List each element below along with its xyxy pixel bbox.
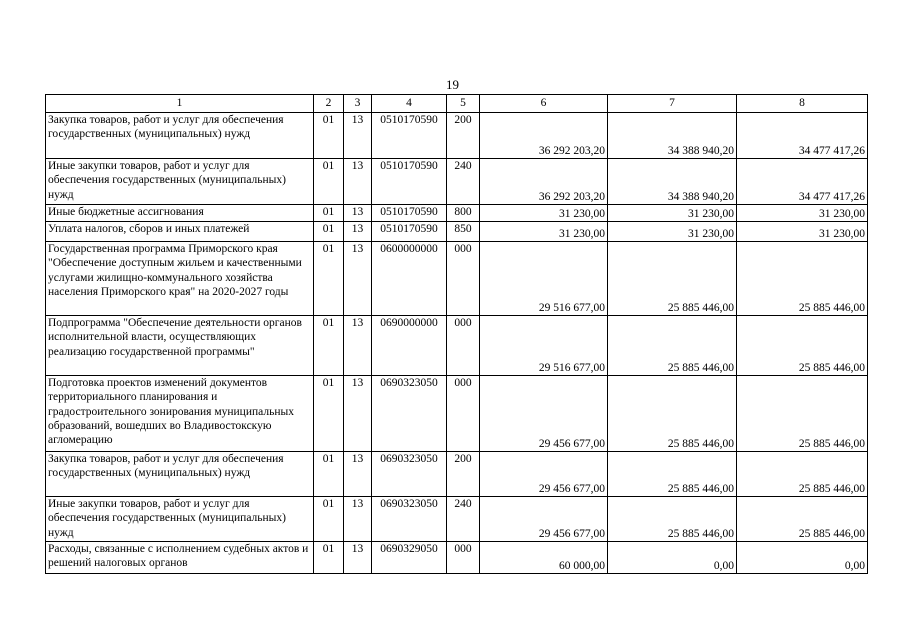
amount-col-8: 25 885 446,00: [737, 452, 868, 497]
amount-col-6: 36 292 203,20: [480, 159, 608, 205]
budget-table: [45, 94, 868, 574]
expense-type-code: 240: [447, 159, 480, 205]
subsection-code: 13: [344, 497, 372, 542]
section-code: 01: [314, 113, 344, 159]
amount-col-6: 29 516 677,00: [480, 242, 608, 316]
amount-col-6: 29 516 677,00: [480, 316, 608, 376]
page-number: 19: [446, 77, 459, 92]
section-code: 01: [314, 159, 344, 205]
expense-type-code: 000: [447, 376, 480, 452]
expense-type-code: 000: [447, 542, 480, 574]
row-description: Иные закупки товаров, работ и услуг для обеспечения государственных (муниципальных) нужд: [46, 497, 314, 542]
table-row: [46, 113, 868, 159]
column-header: 8: [737, 95, 868, 113]
section-code: 01: [314, 242, 344, 316]
target-item-code: 0690323050: [372, 452, 447, 497]
section-code: 01: [314, 316, 344, 376]
amount-col-7: 31 230,00: [608, 222, 737, 242]
amount-col-8: 0,00: [737, 542, 868, 574]
section-code: 01: [314, 222, 344, 242]
section-code: 01: [314, 542, 344, 574]
table-row: [46, 159, 868, 205]
target-item-code: 0510170590: [372, 222, 447, 242]
column-header: 7: [608, 95, 737, 113]
amount-col-8: 34 477 417,26: [737, 113, 868, 159]
table-row: [46, 205, 868, 222]
subsection-code: 13: [344, 205, 372, 222]
subsection-code: 13: [344, 376, 372, 452]
column-header: 5: [447, 95, 480, 113]
target-item-code: 0690323050: [372, 376, 447, 452]
amount-col-6: 31 230,00: [480, 222, 608, 242]
subsection-code: 13: [344, 159, 372, 205]
amount-col-6: 29 456 677,00: [480, 452, 608, 497]
row-description: Закупка товаров, работ и услуг для обеспечения государственных (муниципальных) нужд: [46, 452, 314, 497]
expense-type-code: 000: [447, 316, 480, 376]
column-header: 4: [372, 95, 447, 113]
amount-col-6: 31 230,00: [480, 205, 608, 222]
expense-type-code: 240: [447, 497, 480, 542]
row-description: Уплата налогов, сборов и иных платежей: [46, 222, 314, 242]
target-item-code: 0600000000: [372, 242, 447, 316]
amount-col-8: 31 230,00: [737, 222, 868, 242]
section-code: 01: [314, 497, 344, 542]
target-item-code: 0690329050: [372, 542, 447, 574]
row-description: Иные бюджетные ассигнования: [46, 205, 314, 222]
amount-col-8: 25 885 446,00: [737, 242, 868, 316]
target-item-code: 0510170590: [372, 159, 447, 205]
target-item-code: 0510170590: [372, 205, 447, 222]
expense-type-code: 000: [447, 242, 480, 316]
row-description: Закупка товаров, работ и услуг для обеспечения государственных (муниципальных) нужд: [46, 113, 314, 159]
table-row: [46, 316, 868, 376]
amount-col-8: 25 885 446,00: [737, 316, 868, 376]
expense-type-code: 200: [447, 113, 480, 159]
table-row: [46, 452, 868, 497]
subsection-code: 13: [344, 242, 372, 316]
amount-col-7: 0,00: [608, 542, 737, 574]
column-header: 2: [314, 95, 344, 113]
expense-type-code: 850: [447, 222, 480, 242]
amount-col-7: 34 388 940,20: [608, 159, 737, 205]
subsection-code: 13: [344, 113, 372, 159]
row-description: Иные закупки товаров, работ и услуг для обеспечения государственных (муниципальных) нужд: [46, 159, 314, 205]
row-description: Расходы, связанные с исполнением судебных актов и решений налоговых органов: [46, 542, 314, 574]
section-code: 01: [314, 452, 344, 497]
amount-col-8: 25 885 446,00: [737, 376, 868, 452]
row-description: Подготовка проектов изменений документов территориального планирования и градостроительного зонирования муниципальных образований, вошедших во Владивостокскую агломерацию: [46, 376, 314, 452]
subsection-code: 13: [344, 542, 372, 574]
amount-col-7: 25 885 446,00: [608, 497, 737, 542]
amount-col-8: 34 477 417,26: [737, 159, 868, 205]
section-code: 01: [314, 205, 344, 222]
amount-col-7: 25 885 446,00: [608, 452, 737, 497]
table-row: [46, 222, 868, 242]
amount-col-7: 25 885 446,00: [608, 376, 737, 452]
amount-col-6: 60 000,00: [480, 542, 608, 574]
column-header: 1: [46, 95, 314, 113]
table-row: [46, 242, 868, 316]
amount-col-7: 25 885 446,00: [608, 242, 737, 316]
header-row: [46, 95, 868, 113]
amount-col-7: 31 230,00: [608, 205, 737, 222]
table-row: [46, 542, 868, 574]
subsection-code: 13: [344, 316, 372, 376]
target-item-code: 0690323050: [372, 497, 447, 542]
column-header: 6: [480, 95, 608, 113]
expense-type-code: 800: [447, 205, 480, 222]
row-description: Государственная программа Приморского края "Обеспечение доступным жильем и качественными услугами жилищно-коммунального хозяйства населения Приморского края" на 2020-2027 годы: [46, 242, 314, 316]
target-item-code: 0510170590: [372, 113, 447, 159]
amount-col-6: 29 456 677,00: [480, 376, 608, 452]
amount-col-7: 25 885 446,00: [608, 316, 737, 376]
amount-col-8: 31 230,00: [737, 205, 868, 222]
expense-type-code: 200: [447, 452, 480, 497]
subsection-code: 13: [344, 222, 372, 242]
table-row: [46, 376, 868, 452]
amount-col-6: 29 456 677,00: [480, 497, 608, 542]
column-header: 3: [344, 95, 372, 113]
section-code: 01: [314, 376, 344, 452]
row-description: Подпрограмма "Обеспечение деятельности органов исполнительной власти, осуществляющих реализацию государственной программы": [46, 316, 314, 376]
subsection-code: 13: [344, 452, 372, 497]
amount-col-6: 36 292 203,20: [480, 113, 608, 159]
amount-col-8: 25 885 446,00: [737, 497, 868, 542]
target-item-code: 0690000000: [372, 316, 447, 376]
amount-col-7: 34 388 940,20: [608, 113, 737, 159]
table-row: [46, 497, 868, 542]
